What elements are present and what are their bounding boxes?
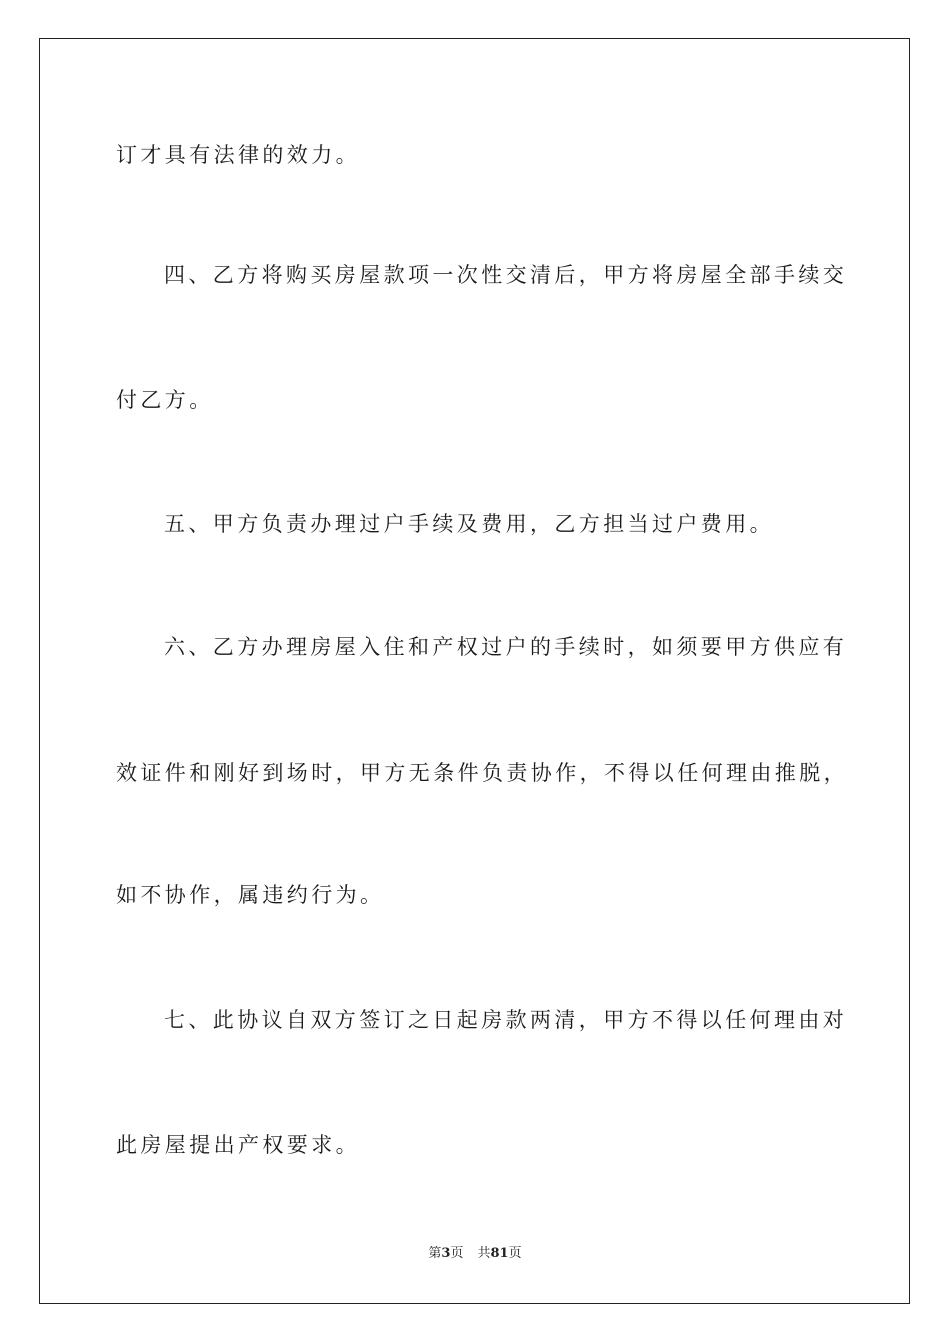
paragraph-line-8: 七、此协议自双方签订之日起房款两清，甲方不得以任何理由对 xyxy=(164,1008,848,1032)
paragraph-line-1: 订才具有法律的效力。 xyxy=(116,143,360,167)
total-pages: 81 xyxy=(490,1246,509,1261)
page-suffix: 页 xyxy=(450,1246,464,1261)
page-border xyxy=(39,38,910,1304)
total-suffix: 页 xyxy=(508,1246,522,1261)
page-number: 3 xyxy=(441,1246,451,1261)
paragraph-line-7: 如不协作，属违约行为。 xyxy=(116,883,385,907)
page-footer xyxy=(0,1245,950,1263)
total-prefix: 共 xyxy=(477,1246,491,1261)
paragraph-line-3: 付乙方。 xyxy=(116,388,214,412)
paragraph-line-2: 四、乙方将购买房屋款项一次性交清后，甲方将房屋全部手续交 xyxy=(164,263,848,287)
page-prefix: 第 xyxy=(428,1246,442,1261)
paragraph-line-5: 六、乙方办理房屋入住和产权过户的手续时，如须要甲方供应有 xyxy=(164,635,848,659)
paragraph-line-6: 效证件和刚好到场时，甲方无条件负责协作，不得以任何理由推脱， xyxy=(116,761,848,785)
paragraph-line-9: 此房屋提出产权要求。 xyxy=(116,1133,360,1157)
paragraph-line-4: 五、甲方负责办理过户手续及费用，乙方担当过户费用。 xyxy=(164,512,774,536)
